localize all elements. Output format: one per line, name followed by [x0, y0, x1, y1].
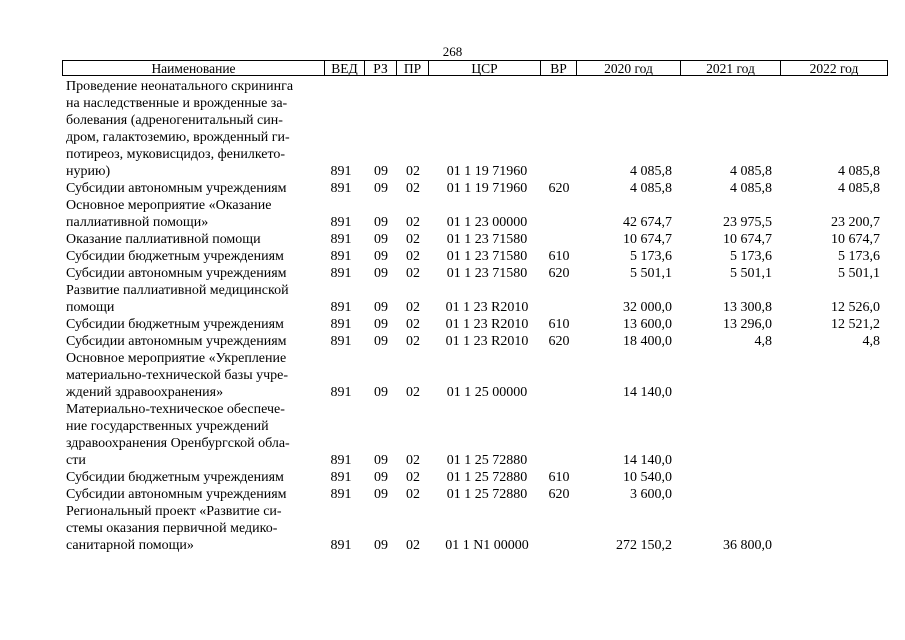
table-row	[0, 401, 905, 469]
cell-csr: 01 1 25 72880	[446, 453, 528, 468]
cell-ved: 891	[330, 300, 352, 315]
cell-rz: 09	[374, 453, 388, 468]
table-row	[0, 197, 905, 231]
cell-pr: 02	[406, 470, 420, 485]
cell-csr: 01 1 23 R2010	[445, 317, 529, 332]
cell-pr: 02	[406, 215, 420, 230]
cell-csr: 01 1 23 R2010	[445, 300, 529, 315]
table-row	[0, 503, 905, 554]
cell-pr: 02	[406, 181, 420, 196]
cell-rz: 09	[374, 385, 388, 400]
row-name-line: потиреоз, муковисцидоз, фенилкето-	[66, 147, 286, 162]
row-name-line: на наследственные и врожденные за-	[66, 96, 288, 111]
row-name-line: сти	[66, 453, 86, 468]
cell-y2021: 13 296,0	[723, 317, 772, 332]
row-name-line: Субсидии автономным учреждениям	[66, 181, 287, 196]
cell-y2020: 272 150,2	[616, 538, 672, 553]
row-name-line: здравоохранения Оренбургской обла-	[66, 436, 290, 451]
cell-y2021: 10 674,7	[723, 232, 772, 247]
row-name-line: нурию)	[66, 164, 111, 179]
cell-vr: 620	[548, 487, 570, 502]
row-name-line: Развитие паллиативной медицинской	[66, 283, 289, 298]
cell-rz: 09	[374, 300, 388, 315]
table-row	[0, 180, 905, 197]
cell-y2020: 18 400,0	[623, 334, 672, 349]
row-name-line: Субсидии бюджетным учреждениям	[66, 249, 284, 264]
table-row	[0, 282, 905, 316]
row-name-line: ждений здравоохранения»	[66, 385, 224, 400]
cell-ved: 891	[330, 215, 352, 230]
cell-y2020: 5 173,6	[630, 249, 672, 264]
cell-ved: 891	[330, 470, 352, 485]
cell-ved: 891	[330, 249, 352, 264]
cell-rz: 09	[374, 334, 388, 349]
cell-pr: 02	[406, 266, 420, 281]
row-name	[66, 265, 316, 282]
cell-csr: 01 1 23 00000	[446, 215, 528, 230]
row-name-line: Оказание паллиативной помощи	[66, 232, 261, 247]
header-2021: 2021 год	[681, 61, 781, 75]
cell-rz: 09	[374, 232, 388, 247]
cell-csr: 01 1 25 72880	[446, 470, 528, 485]
cell-vr: 620	[548, 181, 570, 196]
cell-y2021: 13 300,8	[723, 300, 772, 315]
row-name	[66, 180, 316, 197]
cell-y2020: 4 085,8	[630, 164, 672, 179]
cell-pr: 02	[406, 334, 420, 349]
cell-pr: 02	[406, 487, 420, 502]
table-row	[0, 265, 905, 282]
header-2022: 2022 год	[809, 61, 859, 76]
cell-ved: 891	[330, 385, 352, 400]
row-name	[66, 350, 316, 401]
row-name	[66, 486, 316, 503]
row-name	[66, 231, 316, 248]
header-name: Наименование	[63, 61, 325, 75]
row-name-line: Основное мероприятие «Оказание	[66, 198, 272, 213]
cell-y2022: 4 085,8	[838, 181, 880, 196]
header-pr: ПР	[397, 61, 429, 75]
header-vr: ВР	[541, 61, 577, 75]
row-name-line: Субсидии автономным учреждениям	[66, 334, 287, 349]
cell-vr: 620	[548, 266, 570, 281]
cell-ved: 891	[330, 266, 352, 281]
cell-y2021: 5 173,6	[730, 249, 772, 264]
row-name-line: ние государственных учреждений	[66, 419, 269, 434]
cell-vr: 610	[548, 317, 570, 332]
cell-pr: 02	[406, 385, 420, 400]
row-name-line: Региональный проект «Развитие си-	[66, 504, 282, 519]
cell-y2022: 5 501,1	[838, 266, 880, 281]
row-name	[66, 333, 316, 350]
cell-ved: 891	[330, 317, 352, 332]
cell-pr: 02	[406, 453, 420, 468]
cell-csr: 01 1 23 71580	[446, 249, 528, 264]
cell-y2021: 36 800,0	[723, 538, 772, 553]
cell-pr: 02	[406, 164, 420, 179]
row-name-line: Субсидии автономным учреждениям	[66, 487, 287, 502]
row-name-line: Проведение неонатального скрининга	[66, 79, 294, 94]
table-row	[0, 333, 905, 350]
cell-ved: 891	[330, 181, 352, 196]
cell-y2021: 5 501,1	[730, 266, 772, 281]
cell-y2020: 3 600,0	[630, 487, 672, 502]
row-name-line: болевания (адреногенитальный син-	[66, 113, 283, 128]
row-name-line: стемы оказания первичной медико-	[66, 521, 278, 536]
cell-rz: 09	[374, 164, 388, 179]
row-name	[66, 316, 316, 333]
cell-rz: 09	[374, 538, 388, 553]
cell-y2020: 14 140,0	[623, 453, 672, 468]
cell-rz: 09	[374, 215, 388, 230]
table-body	[0, 78, 905, 554]
cell-rz: 09	[374, 249, 388, 264]
row-name	[66, 469, 316, 486]
cell-vr: 610	[548, 249, 570, 264]
cell-csr: 01 1 25 00000	[446, 385, 528, 400]
row-name	[66, 401, 316, 469]
row-name	[66, 503, 316, 554]
row-name	[66, 197, 316, 231]
cell-pr: 02	[406, 317, 420, 332]
cell-pr: 02	[406, 300, 420, 315]
cell-y2021: 23 975,5	[723, 215, 772, 230]
cell-y2022: 4,8	[862, 334, 880, 349]
page-number: 268	[442, 44, 463, 59]
cell-ved: 891	[330, 232, 352, 247]
cell-y2022: 5 173,6	[838, 249, 880, 264]
table-row	[0, 486, 905, 503]
header-2020: 2020 год	[577, 61, 681, 75]
cell-csr: 01 1 23 71580	[446, 232, 528, 247]
cell-y2022: 10 674,7	[831, 232, 880, 247]
cell-y2021: 4,8	[754, 334, 772, 349]
cell-rz: 09	[374, 317, 388, 332]
cell-rz: 09	[374, 487, 388, 502]
cell-y2020: 32 000,0	[623, 300, 672, 315]
table-row	[0, 248, 905, 265]
cell-csr: 01 1 23 R2010	[445, 334, 529, 349]
cell-y2022: 4 085,8	[838, 164, 880, 179]
cell-y2020: 10 674,7	[623, 232, 672, 247]
cell-vr: 610	[548, 470, 570, 485]
row-name-line: санитарной помощи»	[66, 538, 194, 553]
cell-ved: 891	[330, 538, 352, 553]
cell-y2021: 4 085,8	[730, 164, 772, 179]
row-name-line: Субсидии бюджетным учреждениям	[66, 470, 284, 485]
cell-rz: 09	[374, 266, 388, 281]
table-row	[0, 350, 905, 401]
row-name-line: материально-технической базы учре-	[66, 368, 289, 383]
row-name-line: Субсидии автономным учреждениям	[66, 266, 287, 281]
cell-rz: 09	[374, 470, 388, 485]
cell-y2022: 12 526,0	[831, 300, 880, 315]
cell-y2020: 13 600,0	[623, 317, 672, 332]
table-row	[0, 231, 905, 248]
cell-y2021: 4 085,8	[730, 181, 772, 196]
cell-rz: 09	[374, 181, 388, 196]
cell-vr: 620	[548, 334, 570, 349]
cell-y2020: 4 085,8	[630, 181, 672, 196]
cell-csr: 01 1 25 72880	[446, 487, 528, 502]
cell-ved: 891	[330, 453, 352, 468]
row-name-line: паллиативной помощи»	[66, 215, 209, 230]
table-row	[0, 469, 905, 486]
table-row	[0, 78, 905, 180]
cell-y2020: 14 140,0	[623, 385, 672, 400]
row-name-line: дром, галактоземию, врожденный ги-	[66, 130, 290, 145]
cell-y2020: 10 540,0	[623, 470, 672, 485]
row-name-line: Основное мероприятие «Укрепление	[66, 351, 287, 366]
row-name	[66, 248, 316, 265]
header-ved: ВЕД	[325, 61, 365, 75]
cell-csr: 01 1 N1 00000	[445, 538, 529, 553]
row-name	[66, 282, 316, 316]
cell-ved: 891	[330, 334, 352, 349]
table-row	[0, 316, 905, 333]
cell-csr: 01 1 19 71960	[446, 181, 528, 196]
cell-pr: 02	[406, 232, 420, 247]
row-name	[66, 78, 316, 180]
row-name-line: помощи	[66, 300, 115, 315]
cell-ved: 891	[330, 164, 352, 179]
cell-pr: 02	[406, 249, 420, 264]
cell-csr: 01 1 19 71960	[446, 164, 528, 179]
header-rz: РЗ	[365, 61, 397, 75]
cell-y2020: 42 674,7	[623, 215, 672, 230]
row-name-line: Материально-техническое обеспече-	[66, 402, 285, 417]
cell-y2020: 5 501,1	[630, 266, 672, 281]
row-name-line: Субсидии бюджетным учреждениям	[66, 317, 284, 332]
cell-y2022: 12 521,2	[831, 317, 880, 332]
cell-csr: 01 1 23 71580	[446, 266, 528, 281]
header-csr: ЦСР	[429, 61, 541, 75]
table-header	[62, 60, 888, 76]
cell-y2022: 23 200,7	[831, 215, 880, 230]
cell-ved: 891	[330, 487, 352, 502]
cell-pr: 02	[406, 538, 420, 553]
